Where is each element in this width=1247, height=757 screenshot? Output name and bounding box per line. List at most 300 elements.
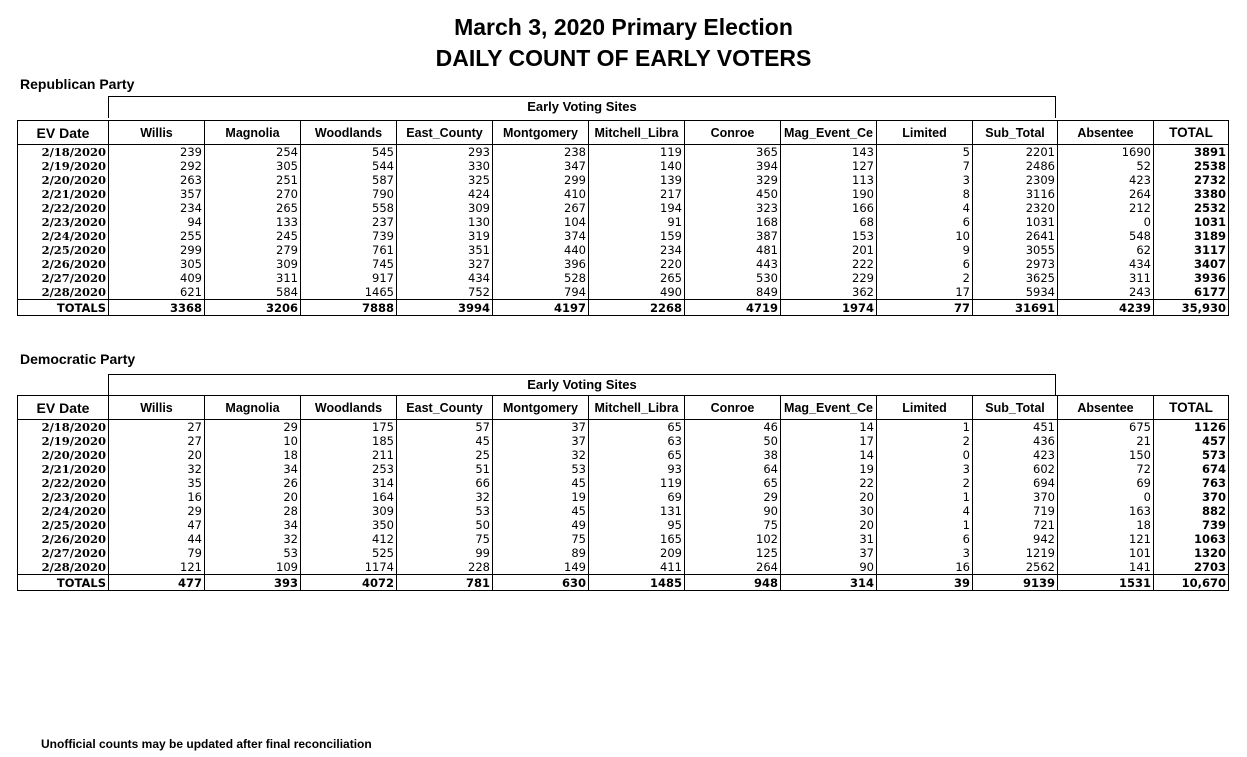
table-cell: 1031 [973, 215, 1058, 229]
table-cell: 222 [781, 257, 877, 271]
table-cell: 16 [877, 560, 973, 575]
table-cell: 264 [685, 560, 781, 575]
table-cell: 311 [205, 271, 301, 285]
table-cell: 201 [781, 243, 877, 257]
total-cell: 3368 [109, 300, 205, 316]
table-cell: 440 [493, 243, 589, 257]
table-cell: 28 [205, 504, 301, 518]
table-cell: 237 [301, 215, 397, 229]
table-cell: 17 [781, 434, 877, 448]
table-cell: 63 [589, 434, 685, 448]
table-cell: 131 [589, 504, 685, 518]
total-cell: 35,930 [1154, 300, 1229, 316]
table-cell: 370 [1154, 490, 1229, 504]
table-cell: 65 [685, 476, 781, 490]
table-cell: 127 [781, 159, 877, 173]
table-cell: 50 [397, 518, 493, 532]
table-cell: 1174 [301, 560, 397, 575]
total-cell: 4719 [685, 300, 781, 316]
table-cell: 1031 [1154, 215, 1229, 229]
table-cell: 434 [1058, 257, 1154, 271]
democratic-table [17, 395, 1229, 591]
table-cell: 3117 [1154, 243, 1229, 257]
table-cell: 584 [205, 285, 301, 300]
total-cell: 39 [877, 575, 973, 591]
table-cell: 34 [205, 462, 301, 476]
total-cell: 630 [493, 575, 589, 591]
table-cell: 69 [1058, 476, 1154, 490]
table-cell: 10 [205, 434, 301, 448]
table-cell: 255 [109, 229, 205, 243]
table-cell: 263 [109, 173, 205, 187]
table-cell: 121 [109, 560, 205, 575]
table-cell: 365 [685, 145, 781, 160]
date-cell: 2/27/2020 [18, 271, 109, 285]
table-cell: 270 [205, 187, 301, 201]
table-cell: 119 [589, 145, 685, 160]
table-cell: 525 [301, 546, 397, 560]
table-cell: 190 [781, 187, 877, 201]
table-cell: 752 [397, 285, 493, 300]
column-header: Mitchell_Libra [589, 396, 685, 420]
table-cell: 104 [493, 215, 589, 229]
table-cell: 761 [301, 243, 397, 257]
table-cell: 37 [493, 434, 589, 448]
total-cell: 314 [781, 575, 877, 591]
column-header: TOTAL [1154, 121, 1229, 145]
table-cell: 65 [589, 420, 685, 435]
table-cell: 530 [685, 271, 781, 285]
table-cell: 93 [589, 462, 685, 476]
table-cell: 27 [109, 434, 205, 448]
table-row [18, 173, 1229, 187]
table-cell: 32 [397, 490, 493, 504]
table-row [18, 546, 1229, 560]
table-cell: 357 [109, 187, 205, 201]
table-cell: 621 [109, 285, 205, 300]
table-cell: 849 [685, 285, 781, 300]
table-cell: 1320 [1154, 546, 1229, 560]
table-cell: 53 [397, 504, 493, 518]
table-cell: 1063 [1154, 532, 1229, 546]
table-cell: 3380 [1154, 187, 1229, 201]
table-cell: 314 [301, 476, 397, 490]
total-cell: 2268 [589, 300, 685, 316]
table-cell: 29 [205, 420, 301, 435]
table-cell: 27 [109, 420, 205, 435]
table-cell: 1 [877, 490, 973, 504]
table-cell: 0 [1058, 490, 1154, 504]
table-cell: 436 [973, 434, 1058, 448]
table-cell: 109 [205, 560, 301, 575]
table-cell: 51 [397, 462, 493, 476]
table-cell: 573 [1154, 448, 1229, 462]
table-cell: 763 [1154, 476, 1229, 490]
table-row [18, 229, 1229, 243]
column-header: Sub_Total [973, 396, 1058, 420]
table-cell: 140 [589, 159, 685, 173]
table-cell: 0 [877, 448, 973, 462]
table-cell: 675 [1058, 420, 1154, 435]
table-cell: 719 [973, 504, 1058, 518]
table-cell: 8 [877, 187, 973, 201]
table-cell: 424 [397, 187, 493, 201]
table-cell: 194 [589, 201, 685, 215]
table-cell: 119 [589, 476, 685, 490]
table-cell: 674 [1154, 462, 1229, 476]
table-cell: 166 [781, 201, 877, 215]
table-cell: 45 [493, 476, 589, 490]
date-cell: 2/24/2020 [18, 504, 109, 518]
republican-table [17, 120, 1229, 316]
table-cell: 79 [109, 546, 205, 560]
column-header: Willis [109, 121, 205, 145]
table-cell: 0 [1058, 215, 1154, 229]
table-cell: 3055 [973, 243, 1058, 257]
democratic-sites-header: Early Voting Sites [108, 374, 1056, 396]
table-cell: 423 [973, 448, 1058, 462]
table-cell: 45 [493, 504, 589, 518]
table-cell: 350 [301, 518, 397, 532]
table-cell: 2 [877, 271, 973, 285]
table-cell: 53 [205, 546, 301, 560]
table-cell: 917 [301, 271, 397, 285]
page-title: March 3, 2020 Primary Election [454, 14, 793, 40]
table-cell: 163 [1058, 504, 1154, 518]
table-row [18, 560, 1229, 575]
table-row [18, 420, 1229, 435]
total-cell: 1974 [781, 300, 877, 316]
table-cell: 238 [493, 145, 589, 160]
table-cell: 159 [589, 229, 685, 243]
table-cell: 4 [877, 201, 973, 215]
table-cell: 1 [877, 518, 973, 532]
table-row [18, 532, 1229, 546]
table-cell: 305 [205, 159, 301, 173]
date-cell: 2/19/2020 [18, 434, 109, 448]
total-cell: 781 [397, 575, 493, 591]
table-cell: 20 [781, 518, 877, 532]
table-cell: 293 [397, 145, 493, 160]
date-cell: 2/28/2020 [18, 285, 109, 300]
table-cell: 309 [301, 504, 397, 518]
table-cell: 5934 [973, 285, 1058, 300]
table-cell: 209 [589, 546, 685, 560]
table-cell: 7 [877, 159, 973, 173]
table-cell: 75 [493, 532, 589, 546]
column-header: Mag_Event_Ce [781, 121, 877, 145]
date-cell: 2/19/2020 [18, 159, 109, 173]
totals-row [18, 575, 1229, 591]
table-cell: 50 [685, 434, 781, 448]
table-cell: 545 [301, 145, 397, 160]
total-cell: 1531 [1058, 575, 1154, 591]
table-cell: 20 [205, 490, 301, 504]
table-cell: 65 [589, 448, 685, 462]
date-cell: 2/23/2020 [18, 215, 109, 229]
republican-party-heading: Republican Party [20, 76, 135, 92]
table-cell: 558 [301, 201, 397, 215]
table-cell: 141 [1058, 560, 1154, 575]
table-cell: 3407 [1154, 257, 1229, 271]
table-cell: 2201 [973, 145, 1058, 160]
table-cell: 228 [397, 560, 493, 575]
table-cell: 387 [685, 229, 781, 243]
table-cell: 139 [589, 173, 685, 187]
table-cell: 265 [205, 201, 301, 215]
table-row [18, 215, 1229, 229]
date-cell: 2/20/2020 [18, 448, 109, 462]
date-cell: 2/21/2020 [18, 462, 109, 476]
table-cell: 481 [685, 243, 781, 257]
table-cell: 264 [1058, 187, 1154, 201]
date-cell: 2/20/2020 [18, 173, 109, 187]
page-subtitle: DAILY COUNT OF EARLY VOTERS [435, 45, 812, 71]
column-header: Magnolia [205, 396, 301, 420]
table-row [18, 504, 1229, 518]
table-cell: 64 [685, 462, 781, 476]
table-cell: 882 [1154, 504, 1229, 518]
table-cell: 29 [685, 490, 781, 504]
table-cell: 45 [397, 434, 493, 448]
table-cell: 38 [685, 448, 781, 462]
table-cell: 150 [1058, 448, 1154, 462]
table-cell: 153 [781, 229, 877, 243]
table-cell: 175 [301, 420, 397, 435]
column-header: Montgomery [493, 121, 589, 145]
table-cell: 319 [397, 229, 493, 243]
table-cell: 6 [877, 532, 973, 546]
table-cell: 94 [109, 215, 205, 229]
table-cell: 434 [397, 271, 493, 285]
table-cell: 3891 [1154, 145, 1229, 160]
table-cell: 62 [1058, 243, 1154, 257]
date-cell: 2/28/2020 [18, 560, 109, 575]
table-cell: 1126 [1154, 420, 1229, 435]
table-cell: 5 [877, 145, 973, 160]
column-header: East_County [397, 396, 493, 420]
table-cell: 528 [493, 271, 589, 285]
table-cell: 694 [973, 476, 1058, 490]
table-row [18, 201, 1229, 215]
header-row [18, 396, 1229, 420]
header-row [18, 121, 1229, 145]
table-cell: 548 [1058, 229, 1154, 243]
table-cell: 69 [589, 490, 685, 504]
table-cell: 220 [589, 257, 685, 271]
table-cell: 102 [685, 532, 781, 546]
table-cell: 309 [205, 257, 301, 271]
table-cell: 17 [877, 285, 973, 300]
table-cell: 2486 [973, 159, 1058, 173]
column-header: Conroe [685, 121, 781, 145]
table-cell: 52 [1058, 159, 1154, 173]
table-cell: 18 [205, 448, 301, 462]
table-cell: 130 [397, 215, 493, 229]
table-row [18, 145, 1229, 160]
table-cell: 90 [685, 504, 781, 518]
date-cell: 2/27/2020 [18, 546, 109, 560]
total-cell: 477 [109, 575, 205, 591]
column-header: Magnolia [205, 121, 301, 145]
table-cell: 44 [109, 532, 205, 546]
table-cell: 3 [877, 173, 973, 187]
table-cell: 34 [205, 518, 301, 532]
column-header: TOTAL [1154, 396, 1229, 420]
table-cell: 251 [205, 173, 301, 187]
total-cell: 3994 [397, 300, 493, 316]
table-cell: 587 [301, 173, 397, 187]
table-cell: 254 [205, 145, 301, 160]
table-cell: 794 [493, 285, 589, 300]
table-cell: 6177 [1154, 285, 1229, 300]
table-cell: 253 [301, 462, 397, 476]
total-cell: 4197 [493, 300, 589, 316]
date-cell: 2/21/2020 [18, 187, 109, 201]
table-row [18, 462, 1229, 476]
footnote: Unofficial counts may be updated after final reconciliation [41, 737, 372, 751]
table-cell: 37 [493, 420, 589, 435]
table-cell: 602 [973, 462, 1058, 476]
table-cell: 942 [973, 532, 1058, 546]
table-cell: 745 [301, 257, 397, 271]
date-cell: 2/25/2020 [18, 518, 109, 532]
table-cell: 21 [1058, 434, 1154, 448]
table-cell: 125 [685, 546, 781, 560]
table-cell: 47 [109, 518, 205, 532]
column-header: Woodlands [301, 121, 397, 145]
table-cell: 2703 [1154, 560, 1229, 575]
table-cell: 101 [1058, 546, 1154, 560]
table-cell: 544 [301, 159, 397, 173]
table-cell: 739 [301, 229, 397, 243]
table-cell: 20 [781, 490, 877, 504]
total-cell: 948 [685, 575, 781, 591]
table-cell: 49 [493, 518, 589, 532]
table-cell: 323 [685, 201, 781, 215]
table-cell: 2973 [973, 257, 1058, 271]
table-cell: 721 [973, 518, 1058, 532]
table-row [18, 159, 1229, 173]
date-cell: 2/22/2020 [18, 476, 109, 490]
table-cell: 29 [109, 504, 205, 518]
table-cell: 292 [109, 159, 205, 173]
table-cell: 2732 [1154, 173, 1229, 187]
table-cell: 412 [301, 532, 397, 546]
table-cell: 168 [685, 215, 781, 229]
date-cell: 2/23/2020 [18, 490, 109, 504]
table-cell: 165 [589, 532, 685, 546]
table-cell: 239 [109, 145, 205, 160]
table-cell: 330 [397, 159, 493, 173]
table-cell: 14 [781, 448, 877, 462]
table-cell: 234 [589, 243, 685, 257]
totals-label: TOTALS [18, 575, 109, 591]
table-row [18, 434, 1229, 448]
table-cell: 1690 [1058, 145, 1154, 160]
table-cell: 311 [1058, 271, 1154, 285]
table-cell: 2309 [973, 173, 1058, 187]
table-cell: 113 [781, 173, 877, 187]
total-cell: 393 [205, 575, 301, 591]
table-cell: 279 [205, 243, 301, 257]
table-cell: 6 [877, 215, 973, 229]
total-cell: 1485 [589, 575, 685, 591]
table-cell: 133 [205, 215, 301, 229]
table-cell: 305 [109, 257, 205, 271]
table-cell: 790 [301, 187, 397, 201]
date-cell: 2/26/2020 [18, 532, 109, 546]
column-header: Sub_Total [973, 121, 1058, 145]
table-cell: 68 [781, 215, 877, 229]
table-cell: 149 [493, 560, 589, 575]
table-cell: 72 [1058, 462, 1154, 476]
table-cell: 347 [493, 159, 589, 173]
table-cell: 245 [205, 229, 301, 243]
table-cell: 374 [493, 229, 589, 243]
table-cell: 18 [1058, 518, 1154, 532]
column-header: East_County [397, 121, 493, 145]
table-cell: 32 [493, 448, 589, 462]
table-cell: 75 [397, 532, 493, 546]
table-cell: 450 [685, 187, 781, 201]
table-cell: 121 [1058, 532, 1154, 546]
column-header: Conroe [685, 396, 781, 420]
table-cell: 91 [589, 215, 685, 229]
table-cell: 409 [109, 271, 205, 285]
table-row [18, 476, 1229, 490]
table-row [18, 187, 1229, 201]
table-row [18, 448, 1229, 462]
table-cell: 299 [493, 173, 589, 187]
table-cell: 457 [1154, 434, 1229, 448]
republican-sites-header: Early Voting Sites [108, 96, 1056, 118]
table-row [18, 271, 1229, 285]
table-cell: 451 [973, 420, 1058, 435]
table-cell: 26 [205, 476, 301, 490]
table-cell: 410 [493, 187, 589, 201]
table-cell: 3116 [973, 187, 1058, 201]
totals-label: TOTALS [18, 300, 109, 316]
table-cell: 53 [493, 462, 589, 476]
table-cell: 411 [589, 560, 685, 575]
total-cell: 9139 [973, 575, 1058, 591]
table-cell: 2 [877, 434, 973, 448]
table-cell: 1 [877, 420, 973, 435]
date-cell: 2/18/2020 [18, 145, 109, 160]
table-cell: 99 [397, 546, 493, 560]
column-header: Montgomery [493, 396, 589, 420]
total-cell: 4239 [1058, 300, 1154, 316]
column-header: Mag_Event_Ce [781, 396, 877, 420]
table-cell: 396 [493, 257, 589, 271]
table-cell: 2320 [973, 201, 1058, 215]
column-header: Mitchell_Libra [589, 121, 685, 145]
column-header: Limited [877, 121, 973, 145]
table-cell: 217 [589, 187, 685, 201]
table-cell: 1219 [973, 546, 1058, 560]
table-cell: 243 [1058, 285, 1154, 300]
date-cell: 2/25/2020 [18, 243, 109, 257]
table-cell: 66 [397, 476, 493, 490]
total-cell: 7888 [301, 300, 397, 316]
total-cell: 4072 [301, 575, 397, 591]
table-cell: 37 [781, 546, 877, 560]
table-cell: 2641 [973, 229, 1058, 243]
date-cell: 2/24/2020 [18, 229, 109, 243]
table-cell: 3625 [973, 271, 1058, 285]
table-cell: 2 [877, 476, 973, 490]
